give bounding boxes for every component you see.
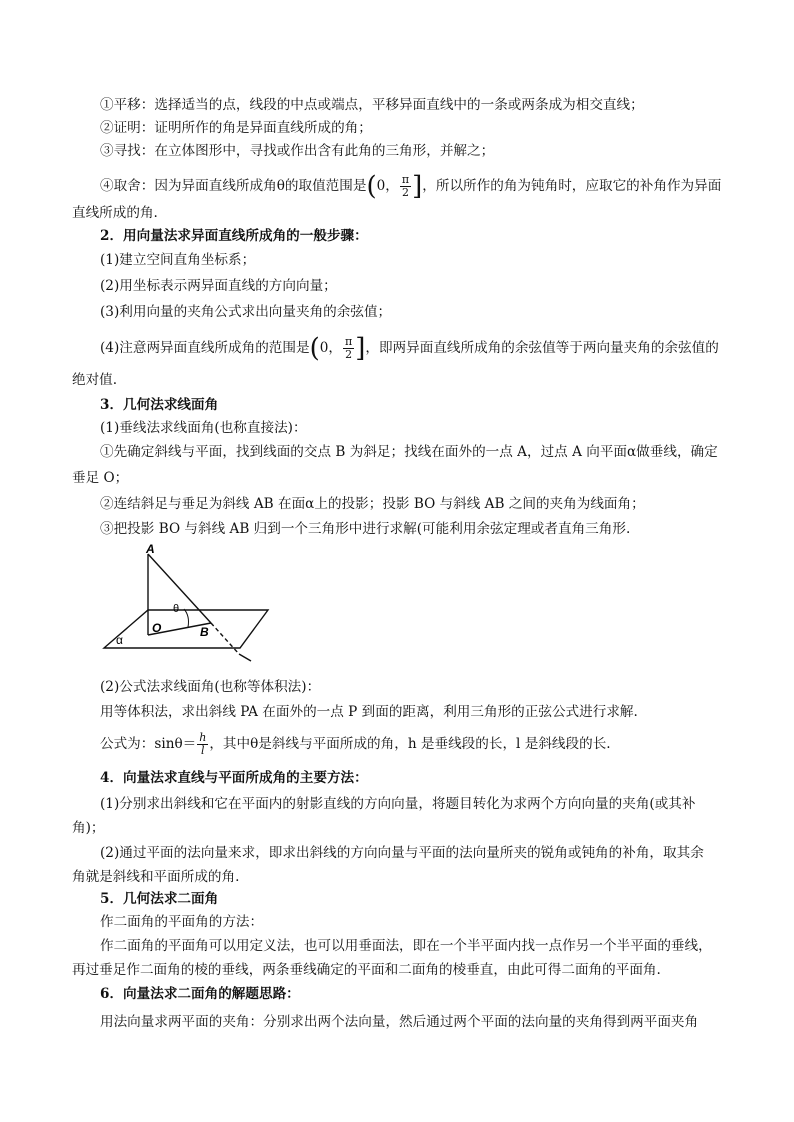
text-line: ③寻找：在立体图形中，寻找或作出含有此角的三角形，并解之； [100,143,495,159]
text-line: 作二面角的平面角可以用定义法，也可以用垂面法，即在一个半平面内找一点作另一个半平面的垂线， [100,938,712,954]
fraction-denominator: l [201,744,205,757]
text-line: ①先确定斜线与平面，找到线面的交点 B 为斜足；找线在面外的一点 A，过点 A 向平面α做垂线，确定 [100,444,718,460]
text-line: 角)； [72,820,105,836]
text-line: ②连结斜足与垂足为斜线 AB 在面α上的投影；投影 BO 与斜线 AB 之间的夹角为线面角； [100,496,645,512]
section-heading: 3．几何法求线面角 [100,397,219,413]
math-fraction [400,174,411,199]
fraction-numerator: π [401,173,410,186]
section-heading: 6．向量法求二面角的解题思路： [100,986,300,1002]
fraction-numerator: h [199,731,207,744]
math-bracket: ( [309,333,320,364]
math-fraction [343,336,354,361]
text-line: 垂足 O； [72,470,129,486]
math-bracket: ( [366,171,377,202]
text-line: 再过垂足作二面角的棱的垂线，两条垂线确定的平面和二面角的棱垂直，由此可得二面角的平面角. [72,962,661,978]
section-heading: 5．几何法求二面角 [100,891,219,907]
text-line: 直线所成的角. [72,205,158,221]
slant-line-AB [148,554,211,623]
text-segment: ，其中θ是斜线与平面所成的角，h 是垂线段的长，l 是斜线段的长. [209,736,611,752]
label-alpha: α [116,633,123,647]
text-line: (2)用坐标表示两异面直线的方向向量； [100,278,337,294]
math-fraction [197,732,208,757]
angle-arc [184,609,189,627]
plane-alpha [104,610,268,648]
text-line: (2)通过平面的法向量来求，即求出斜线的方向向量与平面的法向量所夹的锐角或钝角的补角，取其余 [100,845,704,861]
line-plane-angle-figure [96,540,286,662]
text-line: 绝对值. [72,372,118,388]
text-line: ①平移：选择适当的点，线段的中点或端点，平移异面直线中的一条或两条成为相交直线； [100,97,644,113]
text-line: (3)利用向量的夹角公式求出向量夹角的余弦值； [100,304,392,320]
fraction-denominator: 2 [401,186,409,199]
text-segment: ，即两异面直线所成角的余弦值等于两向量夹角的余弦值的 [365,340,719,356]
label-A: A [146,542,155,556]
text-line: (1)垂线法求线面角(也称直接法)： [100,420,307,436]
math-text: 0， [376,178,399,194]
text-line: (1)分别求出斜线和它在平面内的射影直线的方向向量，将题目转化为求两个方向向量的夹角(或其补 [100,796,696,812]
label-theta: θ [173,603,180,615]
text-segment: (4)注意两异面直线所成角的范围是 [100,340,310,356]
text-line: 用法向量求两平面的夹角：分别求出两个法向量，然后通过两个平面的法向量的夹角得到两平面夹角 [100,1014,699,1030]
slant-line-below [239,654,251,661]
text-line: ③把投影 BO 与斜线 AB 归到一个三角形中进行求解(可能利用余弦定理或者直角三角形. [100,521,631,537]
text-line-formula [100,732,734,757]
math-bracket: ] [412,171,423,202]
fraction-denominator: 2 [345,348,353,361]
text-line: ②证明：证明所作的角是异面直线所成的角； [100,120,372,136]
label-B: B [200,625,209,639]
text-line: (1)建立空间直角坐标系； [100,252,256,268]
slant-line-hidden [211,623,239,654]
math-text: 0， [319,340,342,356]
section-heading: 2．用向量法求异面直线所成角的一般步骤： [100,228,368,244]
text-line: (2)公式法求线面角(也称等体积法)： [100,679,321,695]
label-O: O [152,621,162,635]
fraction-numerator: π [344,335,353,348]
text-segment: 公式为：sinθ＝ [100,736,197,752]
text-line: 用等体积法，求出斜线 PA 在面外的一点 P 到面的距离，利用三角形的正弦公式进行求解. [100,704,638,720]
math-bracket: ] [355,333,366,364]
section-heading: 4．向量法求直线与平面所成角的主要方法： [100,770,368,786]
text-line: 角就是斜线和平面所成的角. [72,869,240,885]
text-segment: ④取舍：因为异面直线所成角θ的取值范围是 [100,178,367,194]
text-line: 作二面角的平面角的方法： [100,914,264,930]
text-segment: ，所以所作的角为钝角时，应取它的补角作为异面 [422,178,722,194]
text-line-range [100,171,734,202]
text-line-range [100,333,734,364]
